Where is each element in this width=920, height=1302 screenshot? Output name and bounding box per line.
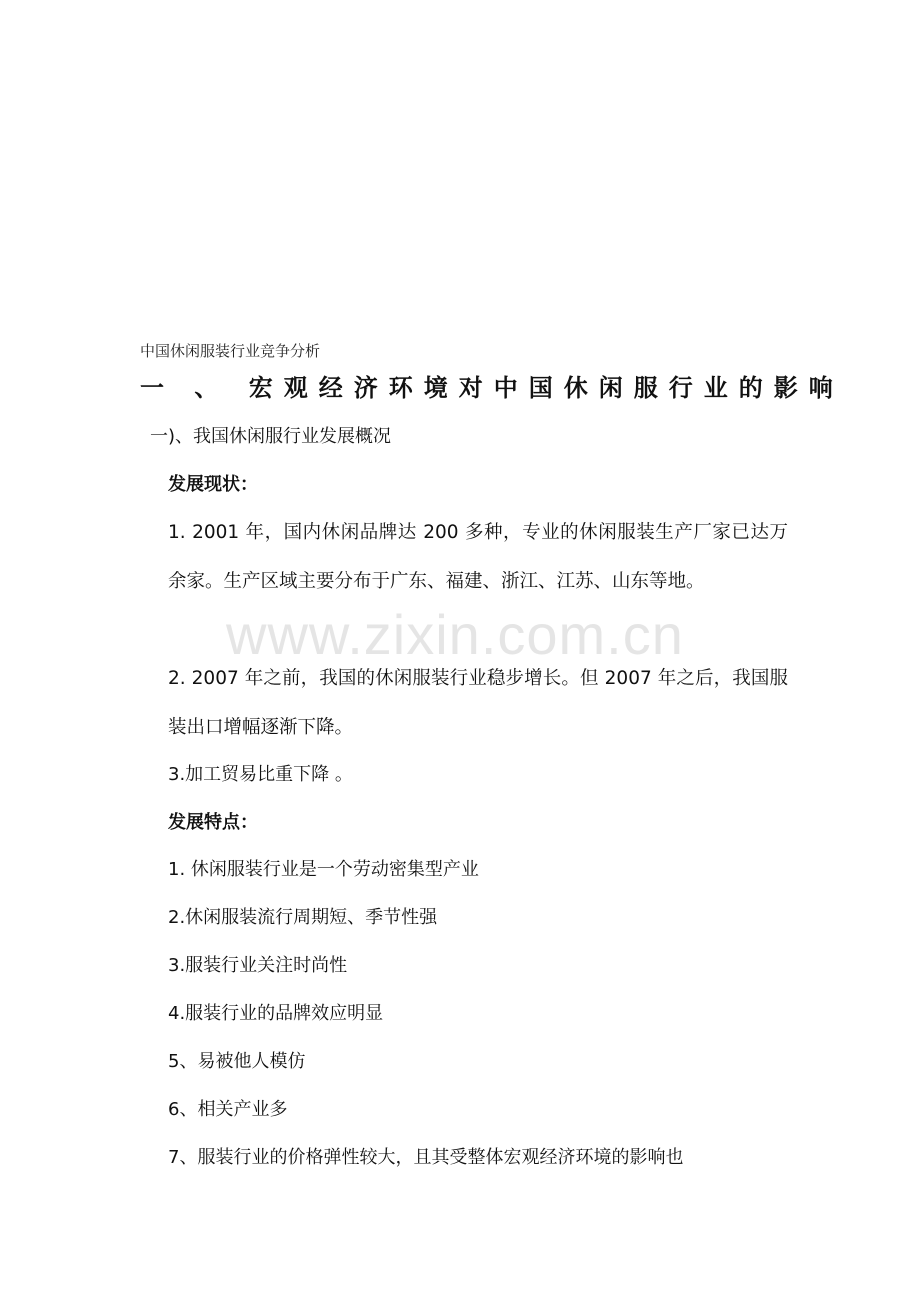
feature-item-3: 3.服装行业关注时尚性 xyxy=(168,955,348,976)
section-heading: 一 、 宏观经济环境对中国休闲服行业的影响 xyxy=(140,374,844,402)
subsection-heading: 一)、我国休闲服行业发展概况 xyxy=(150,426,392,447)
feature-item-2: 2.休闲服装流行周期短、季节性强 xyxy=(168,907,438,928)
status-item-3: 3.加工贸易比重下降 。 xyxy=(168,764,353,785)
status-heading: 发展现状： xyxy=(168,474,258,495)
document-title: 中国休闲服装行业竞争分析 xyxy=(140,342,321,360)
feature-item-1: 1. 休闲服装行业是一个劳动密集型产业 xyxy=(168,859,479,880)
status-item-2: 2. 2007 年之前，我国的休闲服装行业稳步增长。但 2007 年之后，我国服装出口增幅逐渐下降。 xyxy=(168,668,788,738)
feature-item-4: 4.服装行业的品牌效应明显 xyxy=(168,1003,384,1024)
feature-item-6: 6、相关产业多 xyxy=(168,1099,288,1120)
feature-item-5: 5、易被他人模仿 xyxy=(168,1051,306,1072)
watermark: www.zixin.com.cn xyxy=(226,603,684,666)
feature-item-7: 7、服装行业的价格弹性较大，且其受整体宏观经济环境的影响也 xyxy=(168,1147,684,1168)
features-heading: 发展特点： xyxy=(168,812,258,833)
status-item-1: 1. 2001 年，国内休闲品牌达 200 多种，专业的休闲服装生产厂家已达万余家。生产区域主要分布于广东、福建、浙江、江苏、山东等地。 xyxy=(168,522,788,592)
